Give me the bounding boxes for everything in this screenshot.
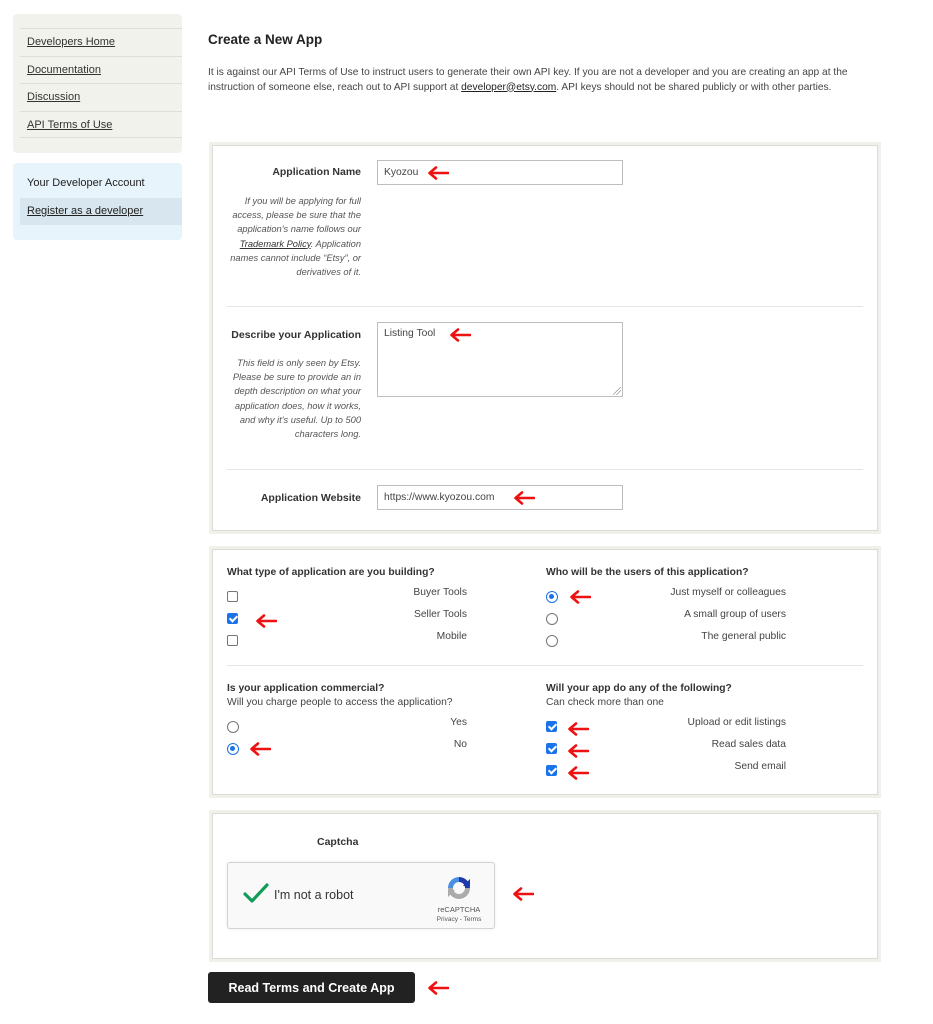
- seller-tools-checkbox[interactable]: [227, 613, 238, 624]
- trademark-policy-link[interactable]: Trademark Policy: [239, 238, 311, 249]
- send-email-checkbox[interactable]: [546, 765, 557, 776]
- app-type-question: What type of application are you building?: [227, 567, 435, 578]
- annotation-arrow-icon: [427, 981, 449, 995]
- annotation-arrow-icon: [569, 590, 591, 604]
- sidebar-item-developers-home[interactable]: Developers Home: [20, 28, 182, 56]
- capabilities-question: Will your app do any of the following?: [546, 683, 732, 694]
- annotation-arrow-icon: [567, 766, 589, 780]
- users-question: Who will be the users of this application?: [546, 567, 749, 578]
- just-myself-radio[interactable]: [546, 591, 558, 603]
- annotation-arrow-icon: [512, 887, 534, 901]
- green-checkmark-icon[interactable]: [242, 881, 270, 905]
- option-mobile[interactable]: [227, 631, 467, 649]
- annotation-arrow-icon: [255, 614, 277, 628]
- commercial-no-label: No: [453, 739, 467, 750]
- mobile-checkbox[interactable]: [227, 635, 238, 646]
- app-options-panel: [209, 546, 881, 798]
- annotation-arrow-icon: [427, 166, 449, 180]
- commercial-yes-label: Yes: [450, 717, 467, 728]
- recaptcha-widget[interactable]: [227, 862, 495, 929]
- buyer-tools-checkbox[interactable]: [227, 591, 238, 602]
- small-group-label: A small group of users: [684, 609, 786, 620]
- read-sales-checkbox[interactable]: [546, 743, 557, 754]
- annotation-arrow-icon: [449, 328, 471, 342]
- description-label: Describe your Application: [231, 329, 361, 341]
- intro-text: [208, 66, 878, 95]
- intro-text-end: . API keys should not be shared publicly or with other parties.: [556, 81, 832, 93]
- app-name-input[interactable]: Kyozou: [377, 160, 623, 185]
- sidebar-item-discussion[interactable]: Discussion: [20, 83, 182, 111]
- app-details-panel: [209, 142, 881, 534]
- section-divider: [227, 665, 863, 666]
- mobile-label: Mobile: [436, 631, 467, 642]
- annotation-arrow-icon: [567, 722, 589, 736]
- annotation-arrow-icon: [567, 744, 589, 758]
- register-developer-link[interactable]: Register as a developer: [20, 198, 182, 225]
- buyer-tools-label: Buyer Tools: [413, 587, 467, 598]
- create-app-button[interactable]: Read Terms and Create App: [208, 972, 415, 1003]
- commercial-no-radio[interactable]: [227, 743, 239, 755]
- recaptcha-privacy-terms-link[interactable]: Privacy - Terms: [436, 916, 482, 923]
- just-myself-label: Just myself or colleagues: [670, 587, 786, 598]
- commercial-yes-radio[interactable]: [227, 721, 239, 733]
- commercial-question: Is your application commercial?: [227, 683, 385, 694]
- recaptcha-logo-icon: [444, 873, 474, 903]
- option-commercial-yes[interactable]: [227, 717, 467, 735]
- resize-handle-icon[interactable]: [613, 387, 621, 395]
- capabilities-subtext: Can check more than one: [546, 697, 664, 708]
- send-email-label: Send email: [734, 761, 786, 772]
- website-label: Application Website: [260, 492, 361, 504]
- website-input[interactable]: https://www.kyozou.com: [377, 485, 623, 510]
- general-public-label: The general public: [701, 631, 786, 642]
- option-small-group[interactable]: [546, 609, 786, 627]
- description-textarea[interactable]: [377, 322, 623, 397]
- commercial-subtext: Will you charge people to access the application?: [227, 697, 453, 708]
- captcha-panel: [209, 810, 881, 962]
- intro-text-start: It is against our API Terms of Use to instruct users to generate their own API key. If you are not a developer and you are creating an app at the instruction of someone else, reach out to API support at: [208, 67, 848, 93]
- app-name-help: [227, 194, 361, 279]
- sidebar-item-api-terms[interactable]: API Terms of Use: [20, 111, 182, 139]
- annotation-arrow-icon: [513, 491, 535, 505]
- description-help: This field is only seen by Etsy. Please be sure to provide an in depth description on what your application does, how it works, and why it's useful. Up to 500 characters long.: [232, 358, 361, 440]
- annotation-arrow-icon: [249, 742, 271, 756]
- developer-account-heading: Your Developer Account: [27, 177, 145, 189]
- seller-tools-label: Seller Tools: [413, 609, 467, 620]
- recaptcha-brand: reCAPTCHA: [437, 905, 481, 914]
- section-divider: [227, 306, 863, 307]
- not-robot-text: I'm not a robot: [274, 888, 354, 902]
- description-value: Listing Tool: [384, 328, 436, 339]
- upload-listings-checkbox[interactable]: [546, 721, 557, 732]
- page-title: Create a New App: [208, 32, 323, 47]
- app-name-help-text-end: . Application names cannot include “Etsy”, or derivatives of it.: [230, 238, 361, 278]
- developer-account-panel: [13, 163, 182, 240]
- app-name-help-text: If you will be applying for full access, please be sure that the application's name follows our: [232, 196, 361, 235]
- captcha-label: Captcha: [317, 836, 359, 848]
- read-sales-label: Read sales data: [711, 739, 786, 750]
- option-general-public[interactable]: [546, 631, 786, 649]
- app-name-label: Application Name: [272, 166, 361, 178]
- support-email-link[interactable]: developer@etsy.com: [461, 81, 557, 93]
- small-group-radio[interactable]: [546, 613, 558, 625]
- option-buyer-tools[interactable]: [227, 587, 467, 605]
- sidebar-item-documentation[interactable]: Documentation: [20, 56, 182, 84]
- general-public-radio[interactable]: [546, 635, 558, 647]
- upload-listings-label: Upload or edit listings: [687, 717, 786, 728]
- sidebar-nav: [13, 14, 182, 153]
- section-divider: [227, 469, 863, 470]
